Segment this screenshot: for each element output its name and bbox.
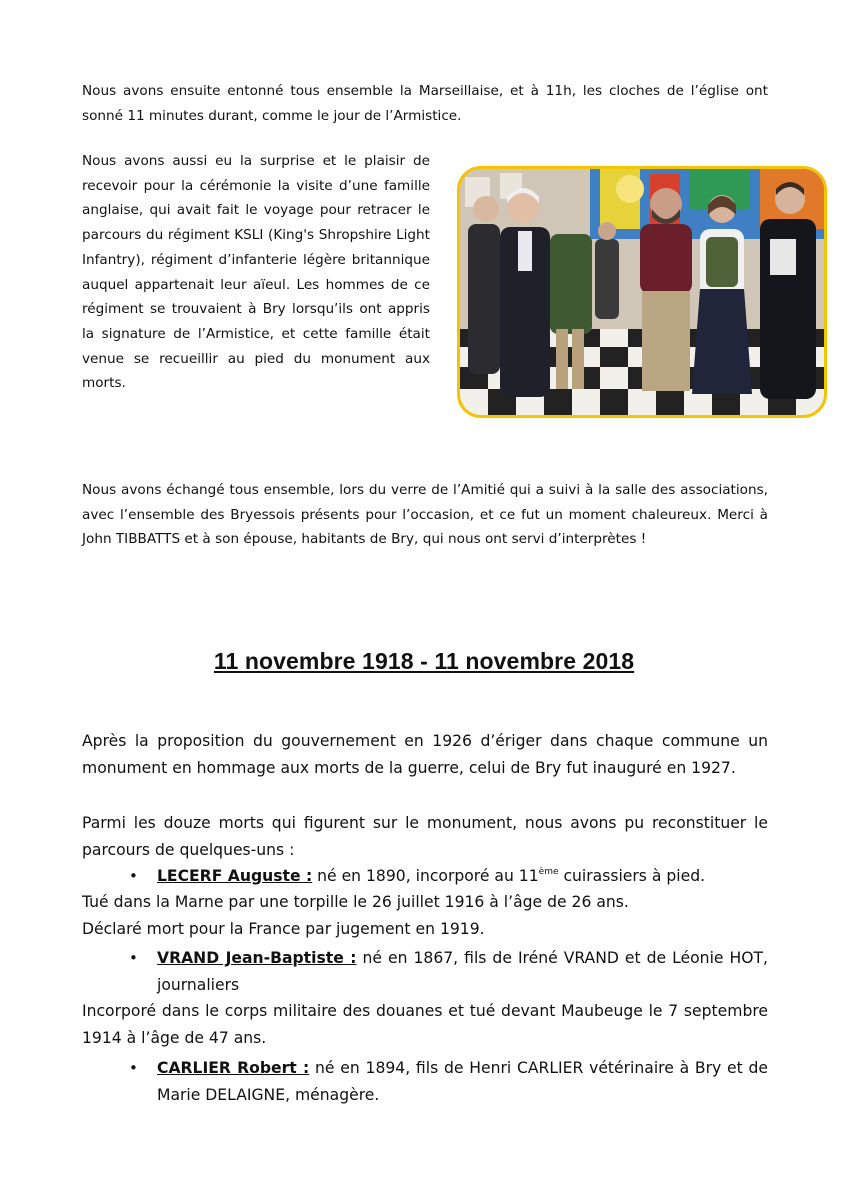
soldier-line: Déclaré mort pour la France par jugement en 1919. [82, 920, 485, 938]
visit-paragraph: Nous avons aussi eu la surprise et le plaisir de recevoir pour la cérémonie la visite d’une famille anglaise, qui avait fait le voyage pour retracer le parcours du régiment KSLI (King's Shropshire Light Infantry), régiment d’infanterie légère britannique auquel appartenait leur aïeul. Les hommes de ce régiment se trouvaient à Bry lorsqu’ils ont appris la signature de l’Armistice, et cette famille était venue se recueillir au pied du monument aux morts. [82, 153, 430, 392]
bullet-icon: • [129, 867, 138, 885]
soldier-line: Incorporé dans le corps militaire des douanes et tué devant Maubeuge le 7 septembre 1914 à l’âge de 47 ans. [82, 1002, 768, 1047]
superscript: ème [538, 867, 559, 877]
list-item [130, 863, 768, 890]
soldier-name: LECERF Auguste : [157, 867, 313, 885]
bullet-icon: • [129, 1059, 138, 1077]
soldier-detail: né en 1867, fils de Iréné VRAND et de Léonie HOT, journaliers [157, 949, 768, 994]
intro-paragraph: Nous avons ensuite entonné tous ensemble la Marseillaise, et à 11h, les cloches de l’église ont sonné 11 minutes durant, comme le jour de l’Armistice. [82, 83, 768, 124]
soldier-line: Tué dans la Marne par une torpille le 26 juillet 1916 à l’âge de 26 ans. [82, 893, 629, 911]
soldier-detail: né en 1890, incorporé au 11 [312, 867, 539, 885]
monument-paragraph: Après la proposition du gouvernement en 1926 d’ériger dans chaque commune un monument en hommage aux morts de la guerre, celui de Bry fut inauguré en 1927. [82, 732, 768, 777]
section-title: 11 novembre 1918 - 11 novembre 2018 [213, 648, 635, 674]
list-item [130, 1055, 768, 1108]
soldier-detail-end: cuirassiers à pied. [558, 867, 706, 885]
soldier-name: VRAND Jean-Baptiste : [157, 949, 357, 967]
soldier-detail: né en 1894, fils de Henri CARLIER vétérinaire à Bry et de Marie DELAIGNE, ménagère. [157, 1059, 768, 1104]
ceremony-photo [457, 166, 827, 418]
bullet-icon: • [129, 949, 138, 967]
list-item [130, 945, 768, 998]
soldier-name: CARLIER Robert : [157, 1059, 310, 1077]
parmi-paragraph: Parmi les douze morts qui figurent sur le monument, nous avons pu reconstituer le parcours de quelques-uns : [82, 814, 768, 859]
exchange-paragraph: Nous avons échangé tous ensemble, lors du verre de l’Amitié qui a suivi à la salle des associations, avec l’ensemble des Bryessois présents pour l’occasion, et ce fut un moment chaleureux. Merci à John TIBBATTS et à son épouse, habitants de Bry, qui nous ont servi d’interprètes ! [82, 482, 768, 548]
